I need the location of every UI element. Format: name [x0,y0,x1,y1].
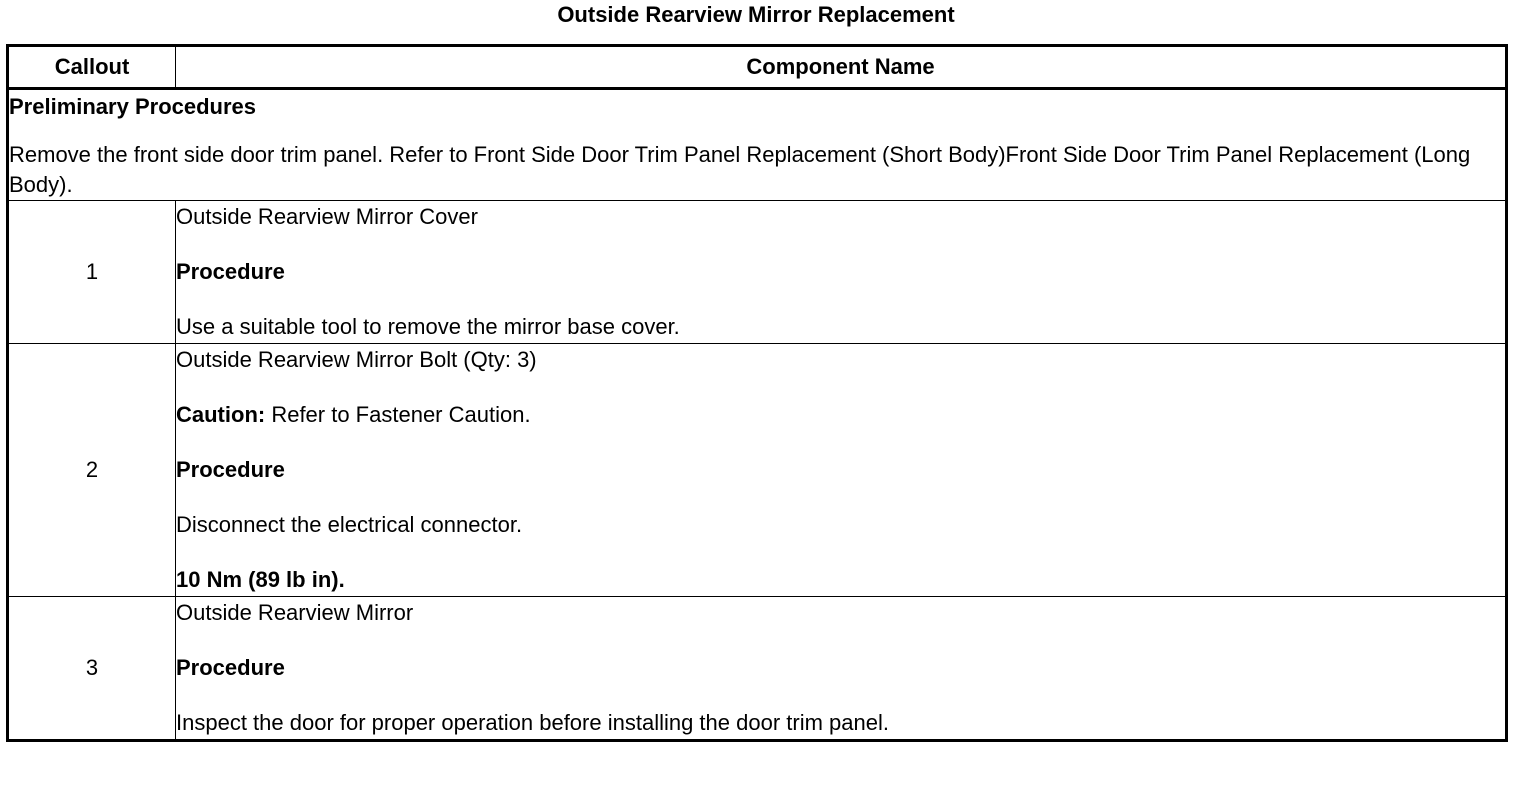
callout-number: 3 [8,597,176,741]
torque-spec: 10 Nm (89 lb in). [176,567,345,592]
preliminary-text: Remove the front side door trim panel. Refer to Front Side Door Trim Panel Replacement (Short Body)Front Side Door Trim Panel Replacement (Long Body). [9,142,1471,197]
callout-number: 2 [8,344,176,597]
component-cell [176,344,1507,597]
procedure-label: Procedure [176,655,285,680]
preliminary-row [8,89,1507,201]
procedure-label: Procedure [176,259,285,284]
table-row [8,597,1507,741]
table-row [8,344,1507,597]
caution-text: Refer to Fastener Caution. [265,402,531,427]
procedure-text: Use a suitable tool to remove the mirror base cover. [176,314,680,339]
component-cell [176,597,1507,741]
component-name: Outside Rearview Mirror Bolt (Qty: 3) [176,347,537,372]
procedure-text: Disconnect the electrical connector. [176,512,523,537]
document-title: Outside Rearview Mirror Replacement [557,2,955,27]
component-name: Outside Rearview Mirror Cover [176,204,478,229]
table-row [8,201,1507,344]
procedure-table [6,44,1508,742]
procedure-label: Procedure [176,457,285,482]
component-name: Outside Rearview Mirror [176,600,414,625]
preliminary-cell [8,89,1507,201]
caution-label: Caution: [176,402,266,427]
component-cell [176,201,1507,344]
header-component-name: Component Name [176,46,1507,89]
preliminary-heading: Preliminary Procedures [9,94,257,119]
caution-note [176,400,1505,430]
table-header-row [8,46,1507,89]
callout-number: 1 [8,201,176,344]
header-callout: Callout [8,46,176,89]
procedure-text: Inspect the door for proper operation before installing the door trim panel. [176,710,889,735]
